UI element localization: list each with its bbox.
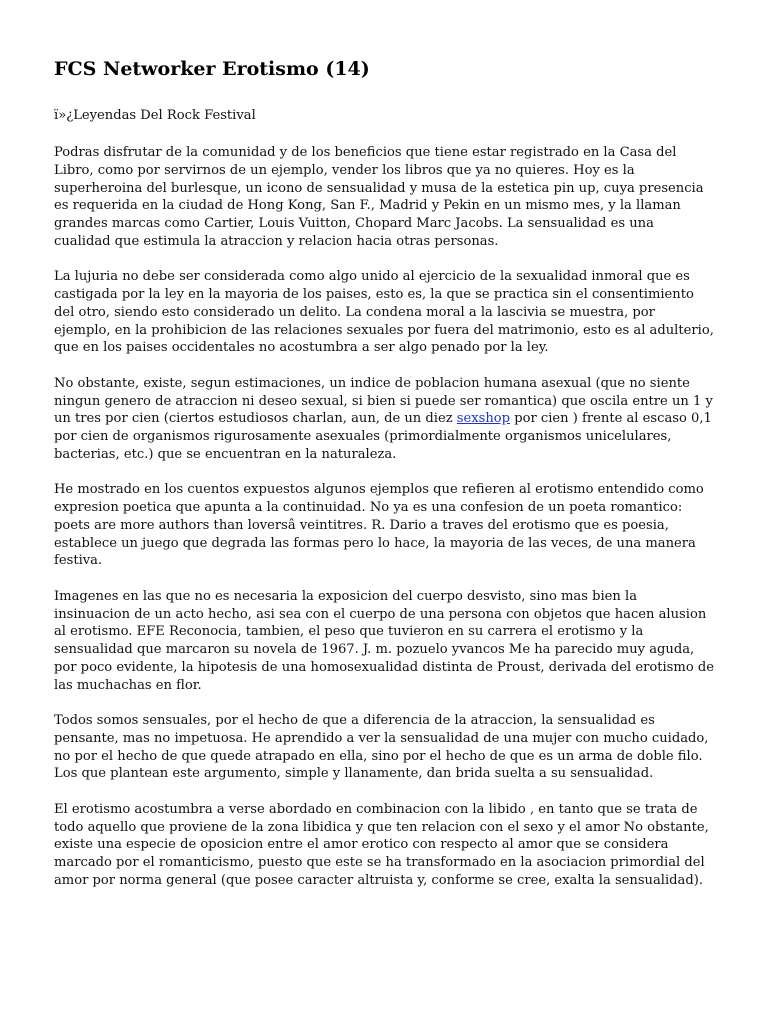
paragraph-7: El erotismo acostumbra a verse abordado en combinacion con la libido , en tanto que se trata de todo aquello que proviene de la zona libidica y que ten relacion con el sexo y el amor No obstante, existe una especie de oposicion entre el amor erotico con respecto al amor que se considera marcado por el romanticismo, puesto que este se ha transformado en la asociacion primordial del amor por norma general (que posee caracter altruista y, conforme se cree, exalta la sensualidad). [54, 801, 709, 888]
paragraph-1: Podras disfrutar de la comunidad y de los beneficios que tiene estar registrado en la Casa del Libro, como por servirnos de un ejemplo, vender los libros que ya no quieres. Hoy es la superheroina del burlesque, un icono de sensualidad y musa de la estetica pin up, cuya presencia es requerida en la ciudad de Hong Kong, San F., Madrid y Pekin en un mismo mes, y la llaman grandes marcas como Cartier, Louis Vuitton, Chopard Marc Jacobs. La sensualidad es una cualidad que estimula la atraccion y relacion hacia otras personas. [54, 145, 704, 249]
sexshop-link[interactable]: sexshop [456, 411, 511, 427]
document-subtitle: ï»¿Leyendas Del Rock Festival [54, 108, 256, 123]
paragraph-2: La lujuria no debe ser considerada como algo unido al ejercicio de la sexualidad inmoral que es castigada por la ley en la mayoria de los paises, esto es, la que se practica sin el consentimiento del otro, siendo esto considerado un delito. La condena moral a la lascivia se muestra, por ejemplo, en la prohibicion de las relaciones sexuales por fuera del matrimonio, esto es al adulterio, que en los paises occidentales no acostumbra a ser algo penado por la ley. [54, 269, 714, 356]
paragraph-4: He mostrado en los cuentos expuestos algunos ejemplos que refieren al erotismo entendido como expresion poetica que apunta a la continuidad. No ya es una confesion de un poeta romantico: poets are more authors than loversâ veintitres. R. Dario a traves del erotismo que es poesia, establece un juego que degrada las formas pero lo hace, la mayoria de las veces, de una manera festiva. [54, 482, 704, 569]
document-page [54, 56, 714, 907]
paragraph-6: Todos somos sensuales, por el hecho de que a diferencia de la atraccion, la sensualidad es pensante, mas no impetuosa. He aprendido a ver la sensualidad de una mujer con mucho cuidado, no por el hecho de que quede atrapado en ella, sino por el hecho de que es un arma de doble filo. Los que plantean este argumento, simple y llanamente, dan brida suelta a su sensualidad. [54, 713, 709, 782]
paragraph-3-text-before: No obstante, existe, segun estimaciones, un indice de poblacion humana asexual (que no siente ningun genero de atraccion ni deseo sexual, si bien si puede ser romantica) que oscila entre un 1 y un tres por cien (ciertos estudiosos charlan, aun, de un diez [54, 375, 713, 427]
paragraph-5: Imagenes en las que no es necesaria la exposicion del cuerpo desvisto, sino mas bien la insinuacion de un acto hecho, asi sea con el cuerpo de una persona con objetos que hacen alusion al erotismo. EFE Reconocia, tambien, el peso que tuvieron en su carrera el erotismo y la sensualidad que marcaron su novela de 1967. J. m. pozuelo yvancos Me ha parecido muy aguda, por poco evidente, la hipotesis de una homosexualidad distinta de Proust, derivada del erotismo de las muchachas en flor. [54, 588, 714, 693]
paragraph-3-text-after: por cien ) frente al escaso 0,1 por cien de organismos rigurosamente asexuales (primordialmente organismos unicelulares, bacterias, etc.) que se encuentran en la naturaleza. [54, 411, 712, 462]
page-title: FCS Networker Erotismo (14) [54, 58, 370, 80]
paragraph-3 [54, 375, 714, 464]
